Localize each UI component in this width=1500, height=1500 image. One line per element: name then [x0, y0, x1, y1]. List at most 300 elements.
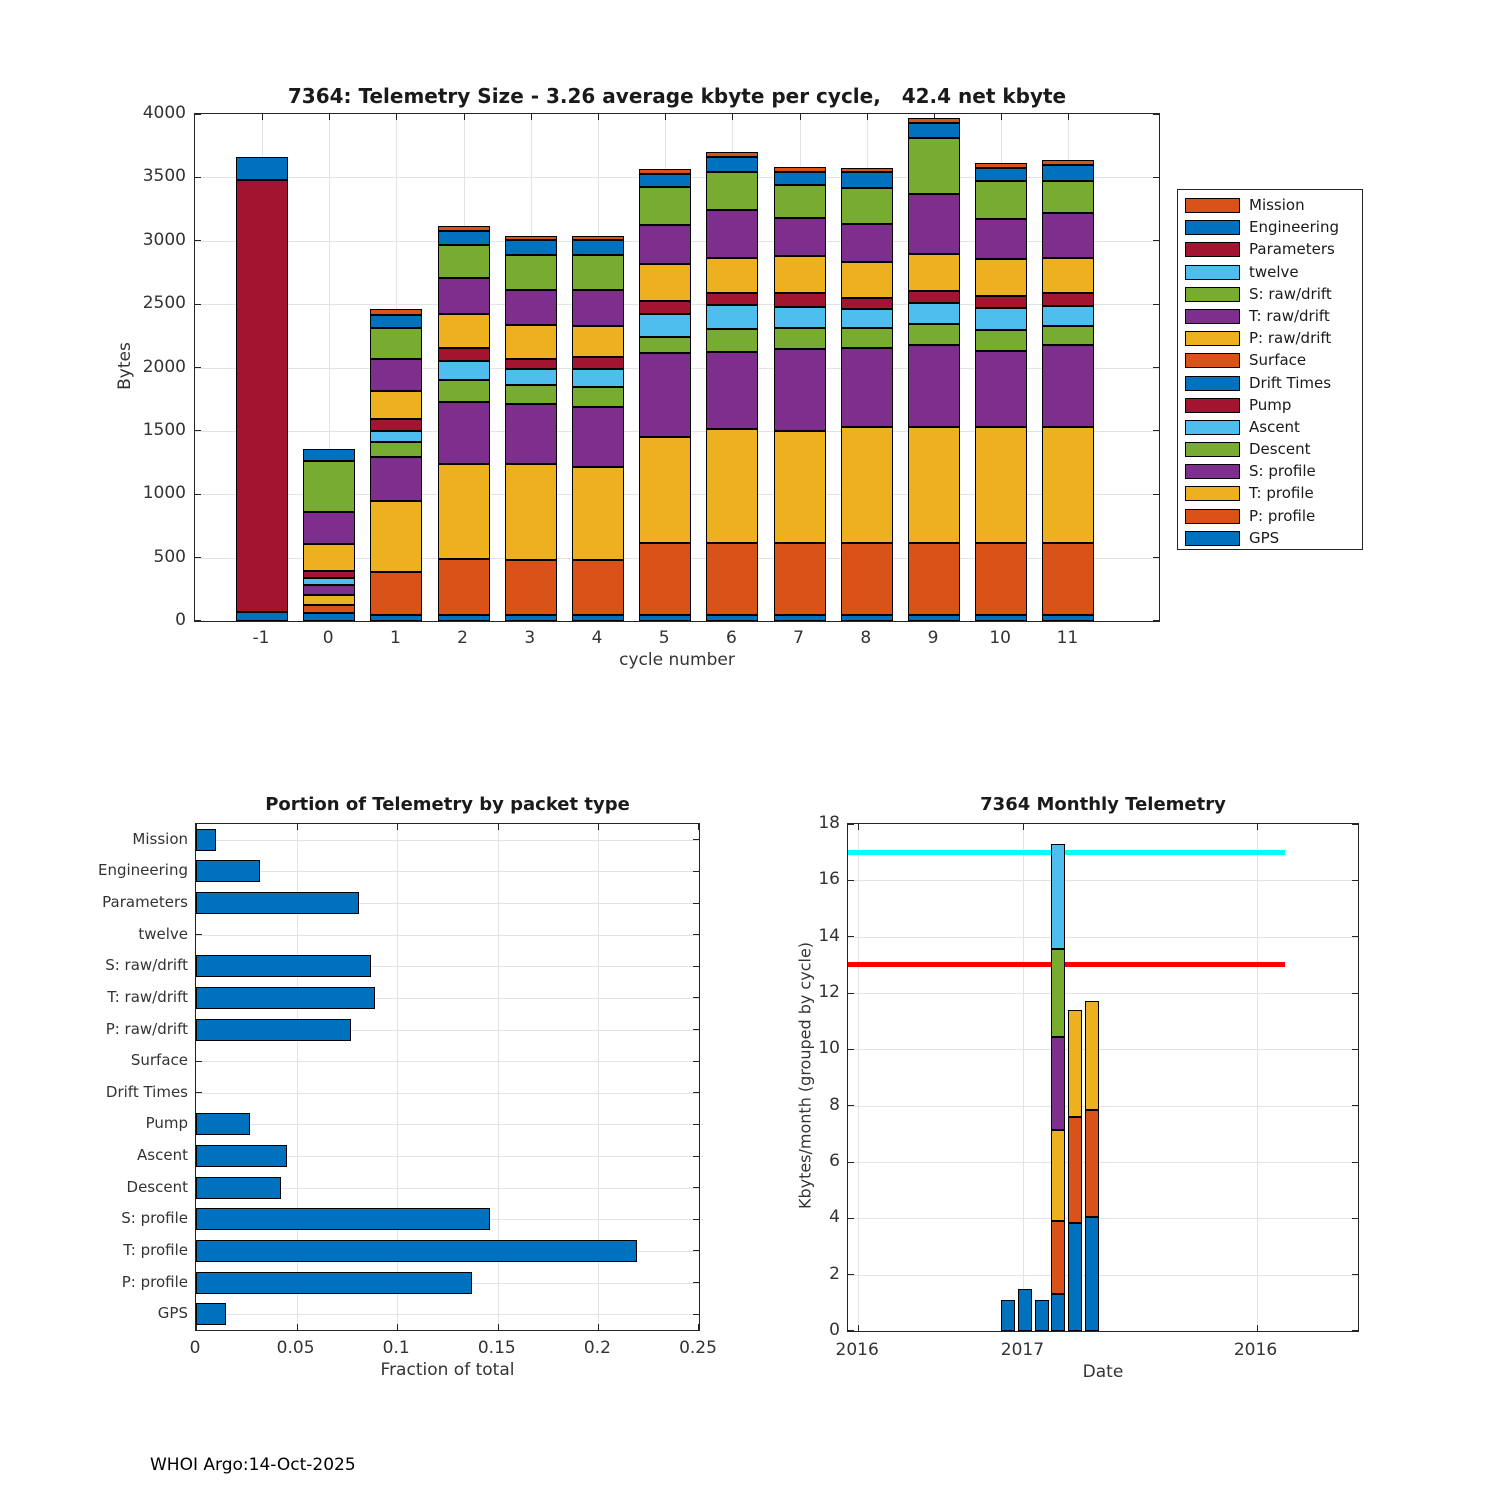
bar-segment-cycle7-p-profile	[774, 543, 826, 615]
bar-segment-cycle4-engineering	[572, 240, 624, 255]
legend-swatch-lightblue	[1185, 420, 1240, 435]
gridline-row-3	[196, 935, 699, 936]
bar-segment-cycle0-p-profile	[303, 605, 355, 613]
bar-segment-cycle8-ascent	[841, 309, 893, 328]
ytick-mark	[693, 839, 699, 840]
xtick-label: 0.05	[276, 1338, 315, 1358]
ytick-mark	[848, 824, 854, 825]
xtick-label: 0.2	[583, 1338, 611, 1358]
legend-row-ascent	[1178, 417, 1362, 439]
legend-swatch-blue	[1185, 531, 1240, 546]
category-label-s-raw-drift: S: raw/drift	[105, 956, 188, 975]
bar-segment-cycle9-t-profile	[908, 427, 960, 543]
monthly-chart-plot-area	[847, 823, 1359, 1332]
xtick-mark	[858, 1325, 859, 1331]
ytick-label: 4	[829, 1207, 840, 1228]
bar-segment-cycle5-s-profile	[639, 353, 691, 437]
bar-segment-cycle10-t-raw-drift	[975, 219, 1027, 260]
monthly-bar3-segment-yellow	[1051, 1130, 1065, 1222]
gridline-y-16	[848, 880, 1358, 881]
xtick-mark	[665, 114, 666, 120]
fraction-bar-parameters	[196, 892, 359, 914]
legend-label: T: profile	[1249, 484, 1314, 503]
ytick-mark	[693, 997, 699, 998]
ytick-label: 0	[829, 1320, 840, 1340]
legend-label: Pump	[1249, 395, 1292, 414]
bar-segment-cycle7-s-raw-drift	[774, 185, 826, 218]
xtick-label: 0	[322, 628, 334, 648]
bar-segment-cycle3-s-raw-drift	[505, 255, 557, 291]
legend-label: Parameters	[1249, 240, 1335, 259]
fraction-bar-ascent	[196, 1145, 287, 1167]
bar-segment-cycle2-p-profile	[438, 559, 490, 615]
xtick-mark	[396, 114, 397, 120]
xtick-mark	[1257, 1325, 1258, 1331]
xtick-mark	[498, 1324, 499, 1330]
legend-swatch-blue	[1185, 220, 1240, 235]
ytick-mark	[195, 557, 201, 558]
legend-label: P: profile	[1249, 506, 1316, 525]
bar-segment-cycle11-gps	[1042, 615, 1094, 621]
bar-segment-cycle9-engineering	[908, 123, 960, 138]
ytick-mark	[195, 114, 201, 115]
fraction-bar-p-profile	[196, 1272, 472, 1294]
legend-row-pump	[1178, 395, 1362, 417]
ytick-label: 2	[829, 1263, 840, 1284]
legend-swatch-orange	[1185, 198, 1240, 213]
ytick-mark	[693, 1092, 699, 1093]
ytick-label: 12	[818, 982, 840, 1002]
bar-segment-cycle6-p-raw-drift	[706, 258, 758, 293]
ytick-mark	[1153, 240, 1159, 241]
xtick-year-label: 2017	[1000, 1340, 1045, 1360]
bar-segment-cycle1-s-raw-drift	[370, 328, 422, 360]
bar-segment-cycle6-s-raw-drift	[706, 172, 758, 210]
bar-segment-cycle10-mission	[975, 163, 1027, 168]
bar-segment-cycle3-p-raw-drift	[505, 325, 557, 359]
bar-segment-cycle4-pump	[572, 357, 624, 368]
ytick-mark	[196, 934, 202, 935]
bar-segment-cycle7-t-raw-drift	[774, 218, 826, 256]
bar-segment-cycle0-ascent	[303, 578, 355, 585]
ytick-mark	[195, 304, 201, 305]
bar-segment-cycle0-gps	[303, 613, 355, 621]
gridline-y-12	[848, 993, 1358, 994]
bar-segment-cycle4-mission	[572, 236, 624, 240]
category-label-p-profile: P: profile	[121, 1272, 188, 1291]
ytick-mark	[195, 177, 201, 178]
xtick-mark	[1001, 114, 1002, 120]
bar-segment-cycle11-t-raw-drift	[1042, 213, 1094, 257]
bar-segment-cycle5-ascent	[639, 314, 691, 337]
xtick-label: 2	[457, 628, 469, 648]
bar-segment-cycle0-p-raw-drift	[303, 544, 355, 571]
xtick-mark	[397, 824, 398, 830]
ytick-mark	[1352, 1274, 1358, 1275]
bar-segment-cycle6-gps	[706, 615, 758, 621]
telemetry-size-plot-area	[194, 113, 1160, 622]
xtick-mark	[698, 824, 699, 830]
xtick-mark	[297, 824, 298, 830]
telemetry-size-xlabel: cycle number	[619, 650, 735, 670]
fraction-bar-s-raw-drift	[196, 955, 371, 977]
legend-swatch-green	[1185, 287, 1240, 302]
bar-segment-cycle3-pump	[505, 359, 557, 369]
xtick-label: 10	[989, 628, 1012, 648]
bar-segment-cycle6-descent	[706, 329, 758, 352]
xtick-mark	[598, 824, 599, 830]
bar-segment-cycle3-s-profile	[505, 404, 557, 464]
legend-label: Surface	[1249, 351, 1307, 370]
bar-segment-cycle8-descent	[841, 328, 893, 348]
legend-label: Descent	[1249, 440, 1311, 459]
legend-row-surface	[1178, 350, 1362, 372]
bar-segment-cycle2-p-raw-drift	[438, 314, 490, 349]
monthly-bar2-segment-blue	[1035, 1300, 1049, 1331]
gridline-y-10	[848, 1049, 1358, 1050]
legend-row-gps	[1178, 528, 1362, 550]
xtick-mark	[732, 114, 733, 120]
ytick-mark	[693, 1029, 699, 1030]
bar-segment-cycle3-ascent	[505, 369, 557, 385]
ytick-label: 1500	[142, 419, 186, 440]
monthly-bar3-segment-lightblue	[1051, 844, 1065, 950]
category-label-engineering: Engineering	[98, 861, 188, 880]
bar-segment-cycle3-engineering	[505, 240, 557, 255]
bar-segment-cycle5-s-raw-drift	[639, 187, 691, 225]
xtick-label: 4	[591, 628, 603, 648]
ytick-mark	[195, 367, 201, 368]
bar-segment-cycle10-descent	[975, 330, 1027, 351]
ytick-mark	[195, 240, 201, 241]
ytick-mark	[1352, 1105, 1358, 1106]
reference-line-cyan	[848, 850, 1285, 855]
legend-swatch-darkred	[1185, 242, 1240, 257]
xtick-label: 5	[658, 628, 670, 648]
category-label-ascent: Ascent	[137, 1146, 188, 1165]
ytick-mark	[196, 1061, 202, 1062]
legend-swatch-orange	[1185, 509, 1240, 524]
bar-segment-cycle8-t-profile	[841, 427, 893, 543]
monthly-chart-title: 7364 Monthly Telemetry	[980, 794, 1226, 815]
monthly-bar5-segment-orange	[1085, 1110, 1099, 1217]
xtick-label: 3	[524, 628, 536, 648]
bar-segment-cycle11-ascent	[1042, 306, 1094, 326]
portion-chart-xlabel: Fraction of total	[380, 1360, 515, 1380]
ytick-mark	[195, 620, 201, 621]
monthly-bar4-segment-yellow	[1068, 1010, 1082, 1117]
xtick-label: 6	[725, 628, 737, 648]
legend-swatch-green	[1185, 442, 1240, 457]
ytick-mark	[1352, 1049, 1358, 1050]
bar-segment-cycle3-descent	[505, 385, 557, 405]
bar-segment-cycle5-p-raw-drift	[639, 264, 691, 301]
ytick-mark	[1153, 114, 1159, 115]
xtick-label: 0.15	[477, 1338, 516, 1358]
bar-segment-cycle6-t-raw-drift	[706, 210, 758, 258]
bar-segment-cycle10-s-profile	[975, 351, 1027, 427]
bar-segment-cycle6-p-profile	[706, 543, 758, 615]
legend-row-descent	[1178, 439, 1362, 461]
bar-segment-cycle2-t-profile	[438, 464, 490, 559]
xtick-mark	[297, 1324, 298, 1330]
legend-row-twelve	[1178, 262, 1362, 284]
monthly-bar5-segment-blue	[1085, 1217, 1099, 1331]
fraction-bar-engineering	[196, 860, 260, 882]
bar-segment-cycle10-p-raw-drift	[975, 259, 1027, 296]
bar-segment-cycle10-p-profile	[975, 543, 1027, 615]
xtick-year-label: 2016	[1233, 1340, 1278, 1360]
monthly-chart-ylabel: Kbytes/month (grouped by cycle)	[795, 941, 815, 1210]
ytick-mark	[1153, 494, 1159, 495]
bar-segment-cycle5-engineering	[639, 174, 691, 187]
fraction-bar-descent	[196, 1177, 281, 1199]
bar-segment-cycle5-t-profile	[639, 437, 691, 543]
ytick-mark	[1352, 1218, 1358, 1219]
gridline-row-0	[196, 840, 699, 841]
monthly-bar3-segment-blue	[1051, 1294, 1065, 1331]
category-label-p-raw-drift: P: raw/drift	[105, 1019, 188, 1038]
bar-segment-cycle9-descent	[908, 324, 960, 346]
bar-segment-cycle7-t-profile	[774, 431, 826, 543]
xtick-mark	[1023, 824, 1024, 830]
bar-segment-cycle7-engineering	[774, 172, 826, 185]
ytick-label: 2500	[142, 293, 186, 314]
bar-segment-cycle10-s-raw-drift	[975, 181, 1027, 219]
xtick-mark	[867, 114, 868, 120]
bar-segment-cycle0-t-raw-drift	[303, 512, 355, 544]
bar-segment-cycle7-descent	[774, 328, 826, 350]
ytick-label: 4000	[142, 103, 186, 123]
bar-segment-cycle1-gps	[370, 615, 422, 621]
bar-segment-cycle6-t-profile	[706, 429, 758, 543]
xtick-mark	[397, 1324, 398, 1330]
ytick-label: 16	[818, 869, 840, 890]
bar-segment-cycle9-mission	[908, 118, 960, 123]
ytick-label: 3500	[142, 166, 186, 187]
xtick-mark	[698, 1324, 699, 1330]
gridline-y-2	[848, 1275, 1358, 1276]
xtick-mark	[800, 114, 801, 120]
telemetry-size-ylabel: Bytes	[115, 342, 135, 390]
legend-swatch-orange	[1185, 353, 1240, 368]
bar-segment-cycle1-engineering	[370, 315, 422, 328]
ytick-mark	[1352, 880, 1358, 881]
legend-label: T: raw/drift	[1249, 306, 1330, 325]
ytick-mark	[693, 1250, 699, 1251]
bar-segment-cycle2-s-profile	[438, 402, 490, 464]
bar-segment-cycle1-t-raw-drift	[370, 359, 422, 391]
xtick-year-label: 2016	[835, 1340, 879, 1360]
xtick-label: 9	[927, 628, 939, 648]
legend-label: Ascent	[1249, 417, 1300, 436]
bar-segment-cycle4-ascent	[572, 369, 624, 387]
xtick-mark	[329, 114, 330, 120]
bar-segment-cycle9-pump	[908, 291, 960, 304]
bar-segment-cycle8-engineering	[841, 172, 893, 187]
ytick-mark	[848, 936, 854, 937]
ytick-label: 0	[175, 610, 186, 630]
bar-segment-cycle5-p-profile	[639, 543, 691, 615]
monthly-bar0-segment-blue	[1001, 1300, 1015, 1331]
bar-segment-cycle2-engineering	[438, 231, 490, 245]
bar-segment-cycle8-p-profile	[841, 543, 893, 615]
gridline-y-8	[848, 1106, 1358, 1107]
legend-row-s-profile	[1178, 461, 1362, 483]
bar-segment-cycle10-ascent	[975, 308, 1027, 330]
bar-segment-cycle3-gps	[505, 615, 557, 621]
portion-chart-plot-area	[195, 823, 700, 1331]
ytick-mark	[693, 903, 699, 904]
portion-chart-title: Portion of Telemetry by packet type	[265, 794, 630, 815]
ytick-mark	[693, 1124, 699, 1125]
footer-date-stamp: WHOI Argo:14-Oct-2025	[150, 1455, 356, 1475]
legend-label: Engineering	[1249, 218, 1339, 237]
bar-segment-cycle7-gps	[774, 615, 826, 621]
legend-swatch-yellow	[1185, 486, 1240, 501]
legend-box	[1177, 189, 1363, 550]
legend-swatch-blue	[1185, 376, 1240, 391]
bar-segment-cycle7-p-raw-drift	[774, 256, 826, 293]
legend-swatch-darkred	[1185, 398, 1240, 413]
ytick-label: 8	[829, 1094, 840, 1115]
legend-row-t-profile	[1178, 483, 1362, 505]
category-label-gps: GPS	[157, 1304, 188, 1323]
monthly-bar3-segment-purple	[1051, 1037, 1065, 1130]
monthly-bar4-segment-orange	[1068, 1117, 1082, 1223]
ytick-mark	[848, 1330, 854, 1331]
xtick-label: 0.1	[382, 1338, 410, 1358]
ytick-mark	[693, 1187, 699, 1188]
bar-segment-cycle11-s-profile	[1042, 345, 1094, 427]
ytick-mark	[693, 1061, 699, 1062]
bar-segment-cycle1-ascent	[370, 431, 422, 442]
xtick-mark	[464, 114, 465, 120]
bar-segment-cycle1-p-raw-drift	[370, 391, 422, 419]
ytick-mark	[848, 880, 854, 881]
bar-segment-cycle0-s-raw-drift	[303, 461, 355, 512]
bar-segment-cycle5-pump	[639, 301, 691, 314]
bar-segment-cycle-1-parameters	[236, 180, 288, 612]
category-label-pump: Pump	[145, 1114, 188, 1133]
bar-segment-cycle2-descent	[438, 380, 490, 402]
ytick-mark	[196, 1092, 202, 1093]
bar-segment-cycle9-p-profile	[908, 543, 960, 615]
legend-row-s-raw-drift	[1178, 284, 1362, 306]
gridline-y-14	[848, 937, 1358, 938]
legend-row-t-raw-drift	[1178, 306, 1362, 328]
bar-segment-cycle8-pump	[841, 298, 893, 309]
xtick-mark	[1257, 824, 1258, 830]
legend-label: GPS	[1249, 528, 1280, 547]
fraction-bar-t-profile	[196, 1240, 637, 1262]
gridline-row-9	[196, 1124, 699, 1125]
category-label-drift-times: Drift Times	[105, 1082, 188, 1101]
legend-swatch-lightblue	[1185, 265, 1240, 280]
bar-segment-cycle10-gps	[975, 615, 1027, 621]
xtick-label: -1	[252, 628, 270, 648]
bar-segment-cycle4-gps	[572, 615, 624, 621]
ytick-mark	[693, 934, 699, 935]
legend-row-mission	[1178, 195, 1362, 217]
xtick-mark	[531, 114, 532, 120]
gridline-row-8	[196, 1093, 699, 1094]
gridline-xtick-1	[1023, 824, 1024, 1331]
bar-segment-cycle4-p-profile	[572, 560, 624, 616]
legend-row-parameters	[1178, 239, 1362, 261]
ytick-mark	[1153, 557, 1159, 558]
xtick-label: 8	[860, 628, 872, 648]
fraction-bar-t-raw-drift	[196, 987, 375, 1009]
monthly-bar4-segment-blue	[1068, 1223, 1082, 1331]
bar-segment-cycle11-t-profile	[1042, 427, 1094, 543]
monthly-chart-xlabel: Date	[1082, 1362, 1124, 1382]
xtick-label: 0	[189, 1338, 201, 1358]
ytick-mark	[1153, 304, 1159, 305]
bar-segment-cycle9-s-profile	[908, 345, 960, 427]
xtick-mark	[1068, 114, 1069, 120]
bar-segment-cycle2-ascent	[438, 361, 490, 380]
bar-segment-cycle11-mission	[1042, 160, 1094, 166]
bar-segment-cycle4-s-raw-drift	[572, 255, 624, 290]
legend-swatch-purple	[1185, 309, 1240, 324]
bar-segment-cycle6-mission	[706, 152, 758, 157]
fraction-bar-s-profile	[196, 1208, 490, 1230]
ytick-mark	[1352, 936, 1358, 937]
ytick-mark	[1153, 430, 1159, 431]
xtick-label: 11	[1056, 628, 1079, 648]
gridline-xtick-2	[1257, 824, 1258, 1331]
bar-segment-cycle4-t-profile	[572, 467, 624, 560]
category-label-t-raw-drift: T: raw/drift	[107, 987, 188, 1006]
bar-segment-cycle-1-gps	[236, 612, 288, 621]
legend-label: P: raw/drift	[1249, 329, 1332, 348]
bar-segment-cycle0-engineering	[303, 449, 355, 461]
ytick-mark	[1352, 993, 1358, 994]
bar-segment-cycle8-t-raw-drift	[841, 224, 893, 262]
bar-segment-cycle1-mission	[370, 309, 422, 315]
ytick-label: 500	[153, 546, 186, 567]
legend-swatch-purple	[1185, 464, 1240, 479]
bar-segment-cycle6-ascent	[706, 305, 758, 328]
bar-segment-cycle3-t-profile	[505, 464, 557, 560]
ytick-mark	[848, 1049, 854, 1050]
legend-label: S: profile	[1249, 462, 1316, 481]
category-label-mission: Mission	[132, 829, 188, 848]
ytick-mark	[1352, 1330, 1358, 1331]
bar-segment-cycle9-gps	[908, 615, 960, 621]
ytick-mark	[848, 1274, 854, 1275]
bar-segment-cycle1-t-profile	[370, 501, 422, 572]
bar-segment-cycle0-t-profile	[303, 595, 355, 605]
monthly-bar1-segment-blue	[1018, 1289, 1032, 1331]
bar-segment-cycle5-descent	[639, 337, 691, 353]
bar-segment-cycle0-pump	[303, 571, 355, 578]
xtick-mark	[498, 824, 499, 830]
ytick-mark	[195, 494, 201, 495]
monthly-bar5-segment-yellow	[1085, 1001, 1099, 1109]
ytick-mark	[1153, 620, 1159, 621]
bar-segment-cycle4-t-raw-drift	[572, 290, 624, 326]
ytick-mark	[195, 430, 201, 431]
ytick-label: 14	[818, 925, 840, 946]
bar-segment-cycle11-pump	[1042, 293, 1094, 306]
ytick-mark	[1153, 367, 1159, 368]
legend-label: Drift Times	[1249, 373, 1332, 392]
ytick-mark	[1153, 177, 1159, 178]
legend-row-p-raw-drift	[1178, 328, 1362, 350]
bar-segment-cycle2-pump	[438, 348, 490, 361]
